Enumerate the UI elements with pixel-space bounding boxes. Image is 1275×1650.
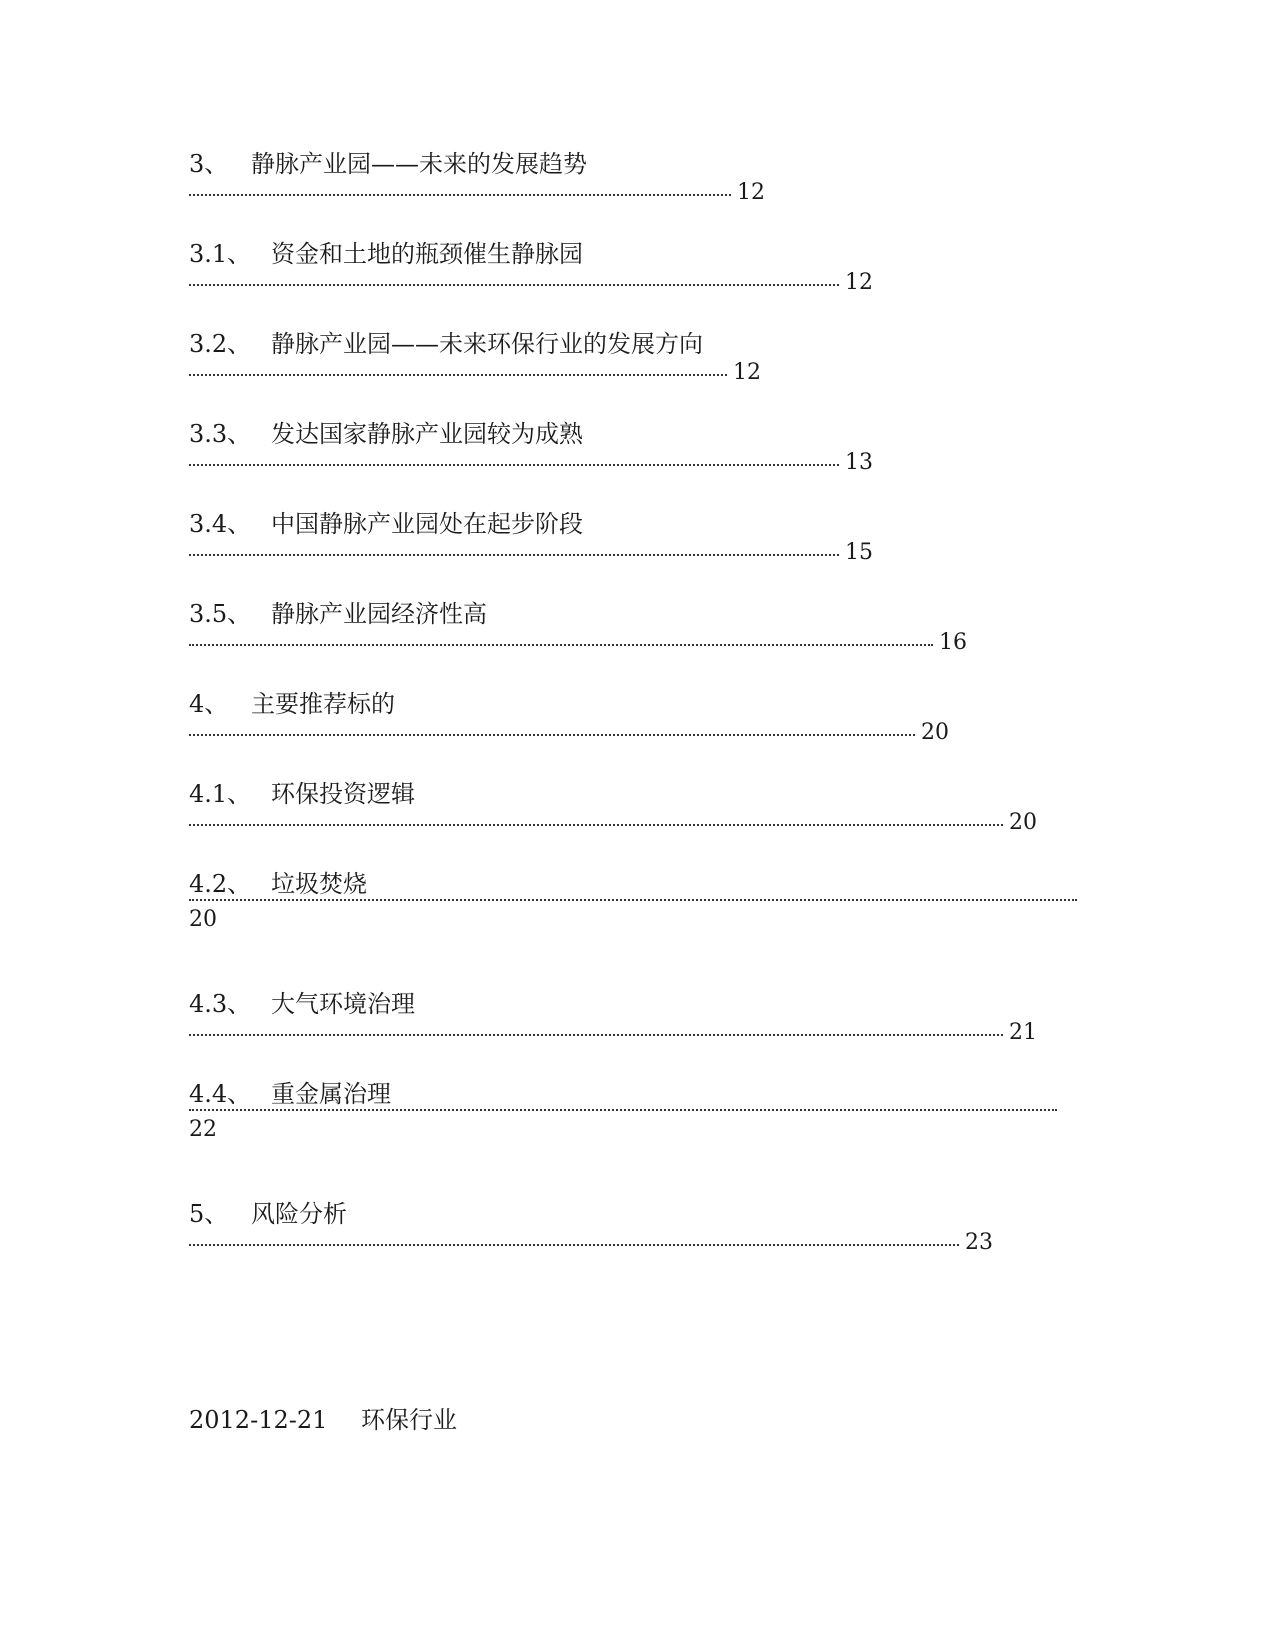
leader-dots [189,730,915,736]
toc-entry-number: 3.2、 [189,330,252,358]
toc-page-number: 20 [921,720,949,745]
leader-dots [189,370,727,376]
toc-entry-number: 4.4、 [189,1080,252,1108]
toc-entry-title: 垃圾焚烧 [271,870,367,898]
toc-entry-4-1[interactable] [189,778,1089,868]
toc-entry-number: 5、 [189,1200,229,1228]
page-footer [189,1404,457,1436]
toc-entry-title: 静脉产业园经济性高 [271,600,487,628]
toc-entry-number: 3.3、 [189,420,252,448]
toc-entry-4-4[interactable] [189,1078,1089,1198]
toc-page-number: 12 [733,360,761,385]
toc-entry-3-4[interactable] [189,508,1089,598]
toc-entry-number: 3.5、 [189,600,252,628]
toc-page-number: 20 [1009,810,1037,835]
toc-page-number: 12 [845,270,873,295]
report-date: 2012-12-21 [189,1406,328,1434]
toc-page-number: 20 [189,907,217,932]
toc-entry-title: 发达国家静脉产业园较为成熟 [271,420,583,448]
toc-entry-3-2[interactable] [189,328,1089,418]
toc-entry-number: 3.4、 [189,510,252,538]
toc-entry-title: 重金属治理 [271,1080,391,1108]
toc-page-number: 13 [845,450,873,475]
leader-dots [189,1030,1003,1036]
leader-dots [189,190,731,196]
leader-dots [189,460,839,466]
toc-entry-5[interactable] [189,1198,1089,1288]
leader-dots [189,1105,1057,1111]
toc-page-number: 16 [939,630,967,655]
leader-dots [189,550,839,556]
leader-dots [189,280,839,286]
toc-page-number: 22 [189,1117,217,1142]
toc-entry-number: 4.3、 [189,990,252,1018]
toc-entry-3-5[interactable] [189,598,1089,688]
toc-entry-title: 主要推荐标的 [251,690,395,718]
leader-dots [189,1240,959,1246]
toc-entry-title: 资金和土地的瓶颈催生静脉园 [271,240,583,268]
table-of-contents [189,148,1089,1288]
leader-dots [189,820,1003,826]
toc-entry-number: 4、 [189,690,229,718]
toc-entry-4-3[interactable] [189,988,1089,1078]
leader-dots [189,895,1077,901]
toc-entry-title: 大气环境治理 [271,990,415,1018]
toc-entry-title: 风险分析 [251,1200,347,1228]
toc-entry-number: 4.1、 [189,780,252,808]
toc-page-number: 15 [845,540,873,565]
toc-page-number: 23 [965,1230,993,1255]
toc-entry-4[interactable] [189,688,1089,778]
leader-dots [189,640,933,646]
toc-page-number: 21 [1009,1020,1037,1045]
toc-entry-number: 4.2、 [189,870,252,898]
toc-entry-number: 3、 [189,150,229,178]
toc-entry-title: 环保投资逻辑 [271,780,415,808]
toc-entry-3[interactable] [189,148,1089,238]
toc-entry-4-2[interactable] [189,868,1089,988]
toc-entry-3-3[interactable] [189,418,1089,508]
toc-entry-title: 静脉产业园——未来环保行业的发展方向 [271,330,703,358]
toc-entry-number: 3.1、 [189,240,252,268]
industry-label: 环保行业 [361,1406,458,1434]
toc-entry-title: 静脉产业园——未来的发展趋势 [251,150,587,178]
toc-entry-3-1[interactable] [189,238,1089,328]
toc-page-number: 12 [737,180,765,205]
toc-entry-title: 中国静脉产业园处在起步阶段 [271,510,583,538]
